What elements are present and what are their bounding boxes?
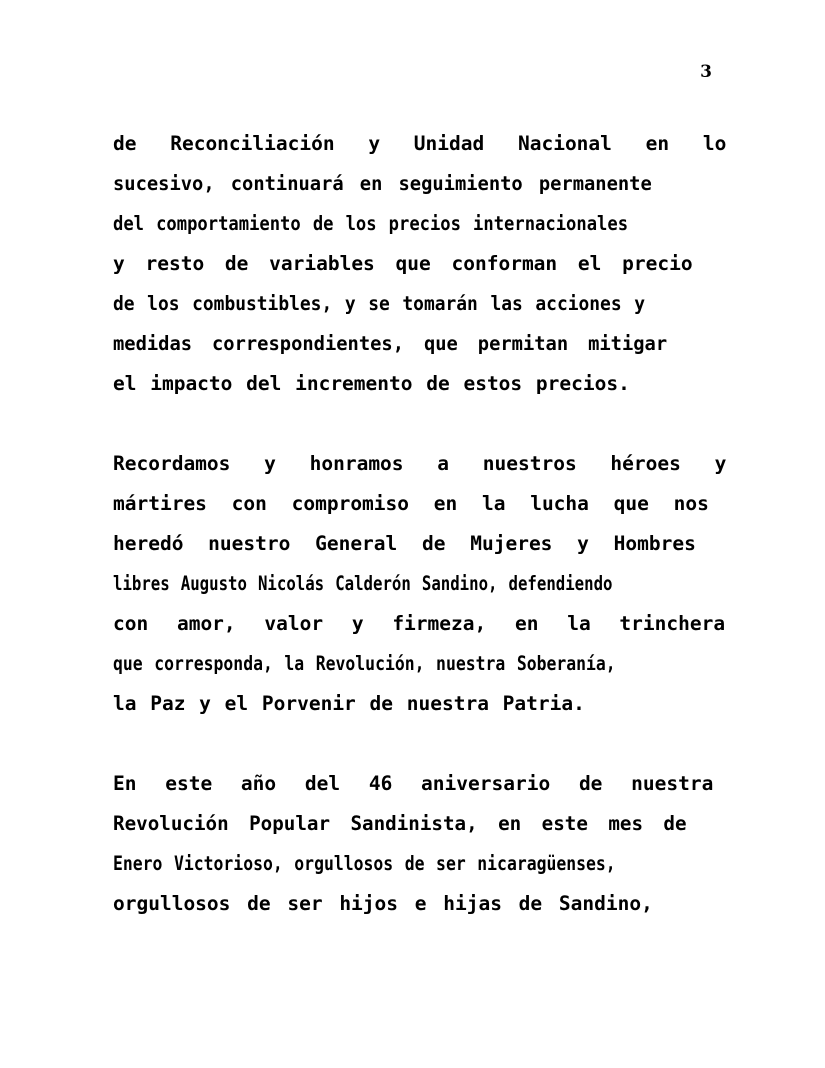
text-line: libres Augusto Nicolás Calderón Sandino, defendiendo: [113, 572, 613, 595]
text-line: de los combustibles, y se tomarán las acciones y: [113, 292, 646, 315]
text-line: medidas correspondientes, que permitan mitigar: [113, 332, 668, 355]
text-line: que corresponda, la Revolución, nuestra Soberanía,: [113, 652, 616, 675]
paragraph-2: [113, 444, 727, 724]
text-line: de Reconciliación y Unidad Nacional en lo: [113, 132, 727, 155]
text-line: Recordamos y honramos a nuestros héroes y: [113, 452, 727, 475]
paragraph-3: [113, 764, 713, 924]
text-line: sucesivo, continuará en seguimiento permanente: [113, 172, 652, 195]
text-line: orgullosos de ser hijos e hijas de Sandino,: [113, 892, 653, 915]
text-line: En este año del 46 aniversario de nuestra: [113, 772, 714, 795]
text-line: mártires con compromiso en la lucha que nos: [113, 492, 709, 515]
text-line: Revolución Popular Sandinista, en este mes de: [113, 812, 687, 835]
document-body: [113, 124, 727, 924]
text-line: del comportamiento de los precios internacionales: [113, 212, 629, 235]
text-line: el impacto del incremento de estos precios.: [113, 372, 630, 395]
text-line: heredó nuestro General de Mujeres y Hombres: [113, 532, 696, 555]
text-line: con amor, valor y firmeza, en la trinchera: [113, 612, 726, 635]
text-line: Enero Victorioso, orgullosos de ser nicaragüenses,: [113, 852, 616, 875]
paragraph-1: [113, 124, 727, 404]
text-line: y resto de variables que conforman el precio: [113, 252, 693, 275]
page-number: 3: [700, 62, 712, 82]
text-line: la Paz y el Porvenir de nuestra Patria.: [113, 692, 585, 715]
